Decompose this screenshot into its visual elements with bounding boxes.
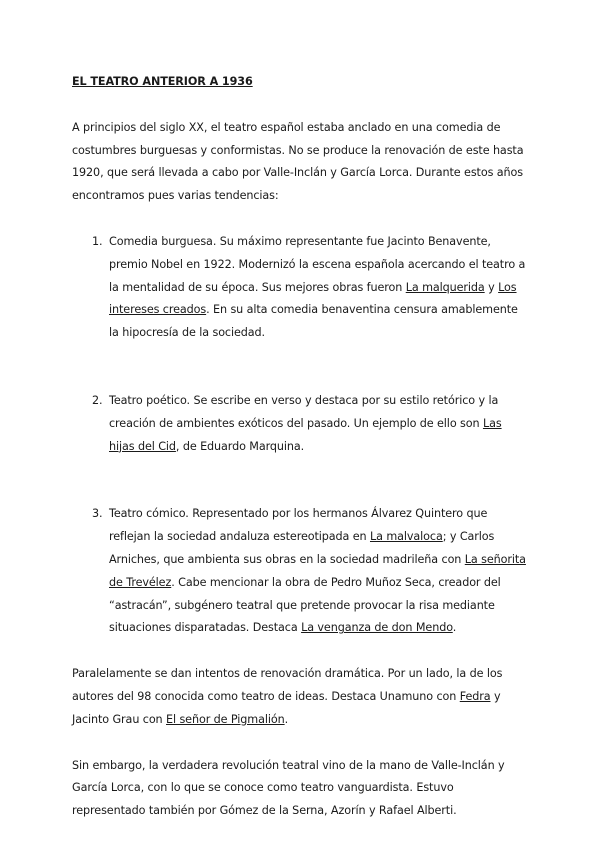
paragraph-text: . — [284, 712, 289, 726]
document-body — [72, 71, 528, 823]
item-text: Comedia burguesa. Su máximo representante fue Jacinto Benavente, premio Nobel en 1922. Modernizó la escena española acercando el teatro a la mentalidad de su época. Sus mejores obras fueron — [109, 234, 526, 294]
list-item — [72, 503, 528, 640]
work-title: La señorita de Trevélez — [109, 552, 526, 589]
work-title: La malquerida — [405, 280, 485, 294]
work-title: El señor de Pigmalión — [166, 712, 285, 726]
work-title: Las hijas del Cid — [109, 416, 502, 453]
list-item — [72, 390, 528, 458]
renovation-paragraph — [72, 663, 528, 731]
item-text: Teatro poético. Se escribe en verso y destaca por su estilo retórico y la creación de ambientes exóticos del pasado. Un ejemplo de ello son — [109, 393, 499, 430]
work-title: La venganza de don Mendo — [301, 621, 453, 635]
list-number: 1. — [92, 234, 103, 248]
tendencies-list — [72, 231, 528, 640]
work-title: Fedra — [459, 689, 491, 703]
avant-garde-paragraph: Sin embargo, la verdadera revolución teatral vino de la mano de Valle-Inclán y García Lorca, con lo que se conoce como teatro vanguardista. Estuvo representado también por Gómez de la Serna, Azorín y Rafael Alberti. — [72, 758, 505, 818]
list-number: 2. — [92, 393, 103, 407]
item-text: ; y Carlos Arniches, que ambienta sus obras en la sociedad madrileña con — [109, 530, 495, 566]
paragraph-text: Paralelamente se dan intentos de renovación dramática. Por un lado, la de los autores del 98 conocida como teatro de ideas. Destaca Unamuno con — [72, 667, 503, 703]
work-title: Los intereses creados — [109, 280, 517, 317]
document-title: EL TEATRO ANTERIOR A 1936 — [72, 75, 253, 88]
list-number: 3. — [92, 507, 103, 521]
item-text: . Cabe mencionar la obra de Pedro Muñoz Seca, creador del “astracán”, subgénero teatral que pretende provocar la risa mediante situaciones disparatadas. Destaca — [109, 575, 501, 635]
item-text: , de Eduardo Marquina. — [175, 439, 305, 453]
list-item — [72, 231, 528, 345]
item-text: . En su alta comedia benaventina censura amablemente la hipocresía de la sociedad. — [109, 303, 518, 340]
item-text: y — [484, 280, 499, 294]
intro-paragraph: A principios del siglo XX, el teatro español estaba anclado en una comedia de costumbres burguesas y conformistas. No se produce la renovación de este hasta 1920, que será llevada a cabo por Valle-Inclán y García Lorca. Durante estos años encontramos pues varias tendencias: — [72, 120, 524, 203]
item-text: Teatro cómico. Representado por los hermanos Álvarez Quintero que reflejan la sociedad andaluza estereotipada en — [109, 507, 488, 544]
paragraph-text: y Jacinto Grau con — [72, 689, 501, 726]
work-title: La malvaloca — [369, 530, 443, 544]
item-text: . — [452, 621, 457, 635]
